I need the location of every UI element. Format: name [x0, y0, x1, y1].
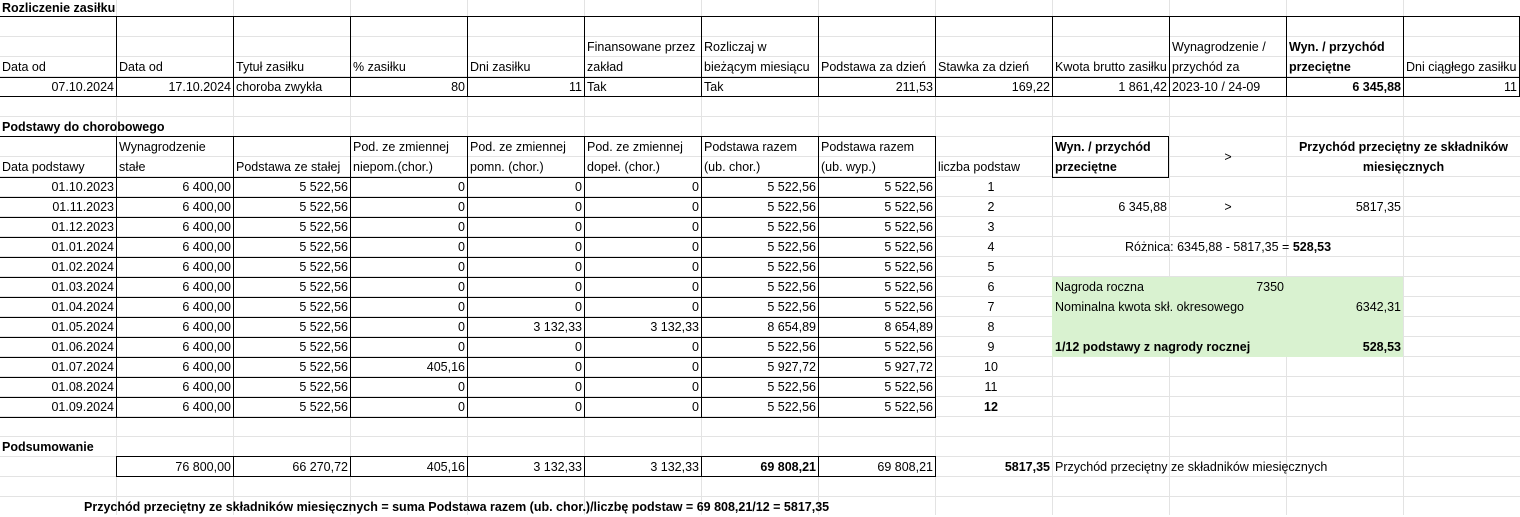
cell-pod-niepom[interactable]: 0	[458, 380, 465, 394]
cell-wynagrodzenie-za[interactable]: 2023-10 / 24-09	[1172, 80, 1261, 94]
footer-formula: Przychód przeciętny ze składników miesięcznych = suma Podstawa razem (ub. chor.)/liczbę podstaw = 69 808,21/12 = 5817,35	[84, 500, 830, 514]
cell-podstawa-razem-chor[interactable]: 5 522,56	[767, 300, 816, 314]
side-compare-sign: >	[1224, 150, 1232, 164]
cell-podstawa-ze-stalej[interactable]: 5 522,56	[299, 360, 348, 374]
cell-podstawa-ze-stalej[interactable]: 5 522,56	[299, 400, 348, 414]
cell-pod-pomn[interactable]: 0	[575, 180, 582, 194]
cell-podstawa-razem-wyp[interactable]: 5 522,56	[884, 260, 933, 274]
cell-podstawa-razem-wyp[interactable]: 5 522,56	[884, 340, 933, 354]
cell-podstawa-za-dzien[interactable]: 211,53	[895, 80, 933, 94]
cell-podstawa-razem-wyp[interactable]: 5 522,56	[884, 220, 933, 234]
header-podstawa-razem-chor: Podstawa razem (ub. chor.)	[704, 140, 798, 174]
summary-podstawa-razem-chor[interactable]: 69 808,21	[760, 460, 816, 474]
cell-pod-niepom[interactable]: 405,16	[426, 360, 465, 374]
cell-podstawa-ze-stalej[interactable]: 5 522,56	[299, 200, 348, 214]
cell-podstawa-razem-wyp[interactable]: 5 522,56	[884, 240, 933, 254]
cell-pod-pomn[interactable]: 0	[575, 240, 582, 254]
cell-wynagrodzenie-stale[interactable]: 6 400,00	[182, 380, 231, 394]
cell-pod-dopel[interactable]: 0	[692, 340, 699, 354]
header-liczba-podstaw: liczba podstaw	[938, 160, 1020, 174]
cell-wynagrodzenie-stale[interactable]: 6 400,00	[182, 220, 231, 234]
cell-podstawa-razem-chor[interactable]: 5 522,56	[767, 200, 816, 214]
summary-pod-pomn[interactable]: 3 132,33	[533, 460, 582, 474]
cell-data-podstawy[interactable]: 01.09.2024	[51, 400, 114, 414]
header-pod-dopel: Pod. ze zmiennej dopeł. (chor.)	[587, 140, 683, 174]
cell-pod-niepom[interactable]: 0	[458, 340, 465, 354]
cell-pod-niepom[interactable]: 0	[458, 260, 465, 274]
cell-pod-pomn[interactable]: 0	[575, 340, 582, 354]
cell-podstawa-razem-wyp[interactable]: 5 522,56	[884, 180, 933, 194]
cell-pod-dopel[interactable]: 0	[692, 400, 699, 414]
cell-data-podstawy[interactable]: 01.12.2023	[51, 220, 114, 234]
header-podstawa-za-dzien: Podstawa za dzień	[821, 60, 926, 74]
summary-wynagrodzenie-stale[interactable]: 76 800,00	[175, 460, 231, 474]
cell-pod-dopel[interactable]: 0	[692, 200, 699, 214]
cell-pod-niepom[interactable]: 0	[458, 320, 465, 334]
side-twelfth-value[interactable]: 528,53	[1362, 340, 1401, 354]
side-nominal-value[interactable]: 6342,31	[1355, 300, 1401, 314]
cell-procent-zasilku[interactable]: 80	[451, 80, 465, 94]
cell-data-podstawy[interactable]: 01.02.2024	[51, 260, 114, 274]
header-dni-ciaglego: Dni ciągłego zasiłku	[1406, 60, 1517, 74]
cell-podstawa-razem-chor[interactable]: 5 522,56	[767, 400, 816, 414]
cell-liczba-podstaw[interactable]: 2	[987, 200, 995, 214]
summary-avg-label: Przychód przeciętny ze składników miesięcznych	[1055, 460, 1328, 474]
cell-liczba-podstaw[interactable]: 12	[984, 400, 998, 414]
cell-wynagrodzenie-stale[interactable]: 6 400,00	[182, 320, 231, 334]
cell-liczba-podstaw[interactable]: 7	[987, 300, 995, 314]
cell-pod-niepom[interactable]: 0	[458, 200, 465, 214]
cell-pod-pomn[interactable]: 0	[575, 280, 582, 294]
cell-pod-niepom[interactable]: 0	[458, 280, 465, 294]
header-rozliczaj: Rozliczaj w bieżącym miesiącu	[704, 40, 810, 74]
cell-data-podstawy[interactable]: 01.10.2023	[51, 180, 114, 194]
cell-podstawa-razem-wyp[interactable]: 5 522,56	[884, 380, 933, 394]
cell-liczba-podstaw[interactable]: 1	[987, 180, 995, 194]
cell-pod-pomn[interactable]: 0	[575, 400, 582, 414]
cell-podstawa-ze-stalej[interactable]: 5 522,56	[299, 220, 348, 234]
cell-podstawa-razem-chor[interactable]: 5 927,72	[767, 360, 816, 374]
cell-podstawa-ze-stalej[interactable]: 5 522,56	[299, 260, 348, 274]
side-nominal-label: Nominalna kwota skł. okresowego	[1055, 300, 1244, 314]
side-value-left[interactable]: 6 345,88	[1118, 200, 1167, 214]
cell-podstawa-razem-chor[interactable]: 5 522,56	[767, 220, 816, 234]
cell-rozliczaj[interactable]: Tak	[704, 80, 724, 94]
cell-kwota-brutto[interactable]: 1 861,42	[1118, 80, 1167, 94]
cell-pod-pomn[interactable]: 0	[575, 380, 582, 394]
cell-pod-dopel[interactable]: 0	[692, 300, 699, 314]
header-podstawa-razem-wyp: Podstawa razem (ub. wyp.)	[821, 140, 915, 174]
side-value-sign: >	[1224, 200, 1232, 214]
section-title-rozliczenie: Rozliczenie zasiłku	[2, 1, 116, 15]
side-award-value[interactable]: 7350	[1256, 280, 1284, 294]
summary-podstawa-razem-wyp[interactable]: 69 808,21	[877, 460, 933, 474]
side-difference[interactable]	[1123, 237, 1403, 257]
summary-podstawa-ze-stalej[interactable]: 66 270,72	[292, 460, 348, 474]
cell-podstawa-razem-chor[interactable]: 5 522,56	[767, 280, 816, 294]
cell-pod-niepom[interactable]: 0	[458, 300, 465, 314]
cell-podstawa-razem-wyp[interactable]: 5 927,72	[884, 360, 933, 374]
header-stawka-za-dzien: Stawka za dzień	[938, 60, 1030, 74]
cell-liczba-podstaw[interactable]: 8	[987, 320, 995, 334]
cell-data-podstawy[interactable]: 01.11.2023	[52, 200, 114, 214]
cell-wynagrodzenie-stale[interactable]: 6 400,00	[182, 180, 231, 194]
cell-podstawa-razem-chor[interactable]: 5 522,56	[767, 180, 816, 194]
cell-dni-zasilku[interactable]: 11	[569, 80, 582, 94]
cell-stawka-za-dzien[interactable]: 169,22	[1011, 80, 1050, 94]
summary-avg-value[interactable]: 5817,35	[1004, 460, 1050, 474]
cell-podstawa-razem-chor[interactable]: 5 522,56	[767, 380, 816, 394]
cell-podstawa-razem-wyp[interactable]: 5 522,56	[884, 400, 933, 414]
cell-data-podstawy[interactable]: 01.08.2024	[51, 380, 114, 394]
cell-liczba-podstaw[interactable]: 3	[987, 220, 995, 234]
cell-pod-pomn[interactable]: 0	[575, 300, 582, 314]
cell-liczba-podstaw[interactable]: 5	[987, 260, 995, 274]
cell-data-od-2[interactable]: 17.10.2024	[168, 80, 231, 94]
cell-pod-pomn[interactable]: 3 132,33	[533, 320, 582, 334]
cell-wynagrodzenie-stale[interactable]: 6 400,00	[182, 340, 231, 354]
header-data-od: Data od	[2, 60, 46, 74]
cell-data-podstawy[interactable]: 01.07.2024	[51, 360, 114, 374]
cell-wyn-przecietne[interactable]: 6 345,88	[1352, 80, 1401, 94]
cell-pod-pomn[interactable]: 0	[575, 220, 582, 234]
section-title-podsumowanie: Podsumowanie	[2, 440, 94, 454]
summary-pod-dopel[interactable]: 3 132,33	[650, 460, 699, 474]
side-twelfth-label: 1/12 podstawy z nagrody rocznej	[1055, 340, 1251, 354]
cell-pod-dopel[interactable]: 0	[692, 380, 699, 394]
cell-podstawa-razem-chor[interactable]: 8 654,89	[767, 320, 816, 334]
cell-data-podstawy[interactable]: 01.01.2024	[51, 240, 114, 254]
cell-data-podstawy[interactable]: 01.06.2024	[51, 340, 114, 354]
cell-liczba-podstaw[interactable]: 11	[984, 380, 998, 394]
cell-podstawa-razem-chor[interactable]: 5 522,56	[767, 340, 816, 354]
header-kwota-brutto: Kwota brutto zasiłku	[1055, 60, 1167, 74]
side-header-przychod-przecietny: Przychód przeciętny ze składników miesięcznych	[1298, 140, 1509, 174]
cell-podstawa-razem-wyp[interactable]: 5 522,56	[884, 280, 933, 294]
cell-pod-niepom[interactable]: 0	[458, 240, 465, 254]
cell-podstawa-ze-stalej[interactable]: 5 522,56	[299, 340, 348, 354]
cell-pod-pomn[interactable]: 0	[575, 360, 582, 374]
cell-podstawa-ze-stalej[interactable]: 5 522,56	[299, 320, 348, 334]
cell-wynagrodzenie-stale[interactable]: 6 400,00	[182, 280, 231, 294]
summary-pod-niepom[interactable]: 405,16	[426, 460, 465, 474]
cell-liczba-podstaw[interactable]: 6	[987, 280, 995, 294]
cell-pod-dopel[interactable]: 0	[692, 180, 699, 194]
cell-finansowane[interactable]: Tak	[587, 80, 607, 94]
cell-liczba-podstaw[interactable]: 4	[987, 240, 995, 254]
cell-podstawa-razem-chor[interactable]: 5 522,56	[767, 260, 816, 274]
cell-data-od[interactable]: 07.10.2024	[51, 80, 114, 94]
header-data-od-2: Data od	[119, 60, 163, 74]
header-wynagrodzenie-stale: Wynagrodzenie stałe	[119, 140, 206, 174]
side-difference-label: Różnica: 6345,88 - 5817,35 =	[1125, 240, 1293, 254]
header-dni-zasilku: Dni zasiłku	[470, 60, 531, 74]
cell-podstawa-ze-stalej[interactable]: 5 522,56	[299, 180, 348, 194]
header-wyn-przecietne: Wyn. / przychód przeciętne	[1289, 40, 1385, 74]
header-wynagrodzenie-za: Wynagrodzenie / przychód za	[1172, 40, 1266, 74]
cell-podstawa-razem-wyp[interactable]: 5 522,56	[884, 200, 933, 214]
header-data-podstawy: Data podstawy	[2, 160, 85, 174]
cell-pod-dopel[interactable]: 3 132,33	[650, 320, 699, 334]
header-podstawa-ze-stalej: Podstawa ze stałej	[236, 160, 341, 174]
cell-wynagrodzenie-stale[interactable]: 6 400,00	[182, 360, 231, 374]
cell-podstawa-ze-stalej[interactable]: 5 522,56	[299, 240, 348, 254]
cell-pod-dopel[interactable]: 0	[692, 360, 699, 374]
cell-podstawa-ze-stalej[interactable]: 5 522,56	[299, 380, 348, 394]
header-finansowane: Finansowane przez zakład	[587, 40, 696, 74]
header-procent-zasilku: % zasiłku	[353, 60, 406, 74]
cell-pod-dopel[interactable]: 0	[692, 220, 699, 234]
cell-podstawa-ze-stalej[interactable]: 5 522,56	[299, 300, 348, 314]
cell-pod-pomn[interactable]: 0	[575, 260, 582, 274]
cell-pod-niepom[interactable]: 0	[458, 400, 465, 414]
cell-podstawa-razem-chor[interactable]: 5 522,56	[767, 240, 816, 254]
side-header-wyn-przecietne: Wyn. / przychód przeciętne	[1055, 140, 1151, 174]
header-pod-pomn: Pod. ze zmiennej pomn. (chor.)	[470, 140, 566, 174]
cell-podstawa-razem-wyp[interactable]: 8 654,89	[884, 320, 933, 334]
cell-tytul-zasilku[interactable]: choroba zwykła	[236, 80, 323, 94]
cell-data-podstawy[interactable]: 01.03.2024	[51, 280, 114, 294]
header-pod-niepom: Pod. ze zmiennej niepom.(chor.)	[353, 140, 449, 174]
cell-pod-niepom[interactable]: 0	[458, 220, 465, 234]
cell-podstawa-ze-stalej[interactable]: 5 522,56	[299, 280, 348, 294]
cell-liczba-podstaw[interactable]: 10	[984, 360, 998, 374]
cell-wynagrodzenie-stale[interactable]: 6 400,00	[182, 260, 231, 274]
cell-pod-dopel[interactable]: 0	[692, 260, 699, 274]
cell-dni-ciaglego[interactable]: 11	[1504, 80, 1517, 94]
cell-pod-niepom[interactable]: 0	[458, 180, 465, 194]
header-tytul-zasilku: Tytuł zasiłku	[236, 60, 305, 74]
cell-wynagrodzenie-stale[interactable]: 6 400,00	[182, 240, 231, 254]
cell-pod-pomn[interactable]: 0	[575, 200, 582, 214]
cell-data-podstawy[interactable]: 01.04.2024	[51, 300, 114, 314]
cell-pod-dopel[interactable]: 0	[692, 280, 699, 294]
section-title-podstawy: Podstawy do chorobowego	[2, 120, 165, 134]
side-value-right[interactable]: 5817,35	[1355, 200, 1401, 214]
cell-podstawa-razem-wyp[interactable]: 5 522,56	[884, 300, 933, 314]
cell-liczba-podstaw[interactable]: 9	[987, 340, 995, 354]
side-difference-value: 528,53	[1292, 240, 1332, 254]
cell-wynagrodzenie-stale[interactable]: 6 400,00	[182, 300, 231, 314]
cell-data-podstawy[interactable]: 01.05.2024	[51, 320, 114, 334]
side-award-label: Nagroda roczna	[1055, 280, 1144, 294]
cell-wynagrodzenie-stale[interactable]: 6 400,00	[182, 200, 231, 214]
cell-pod-dopel[interactable]: 0	[692, 240, 699, 254]
cell-wynagrodzenie-stale[interactable]: 6 400,00	[182, 400, 231, 414]
